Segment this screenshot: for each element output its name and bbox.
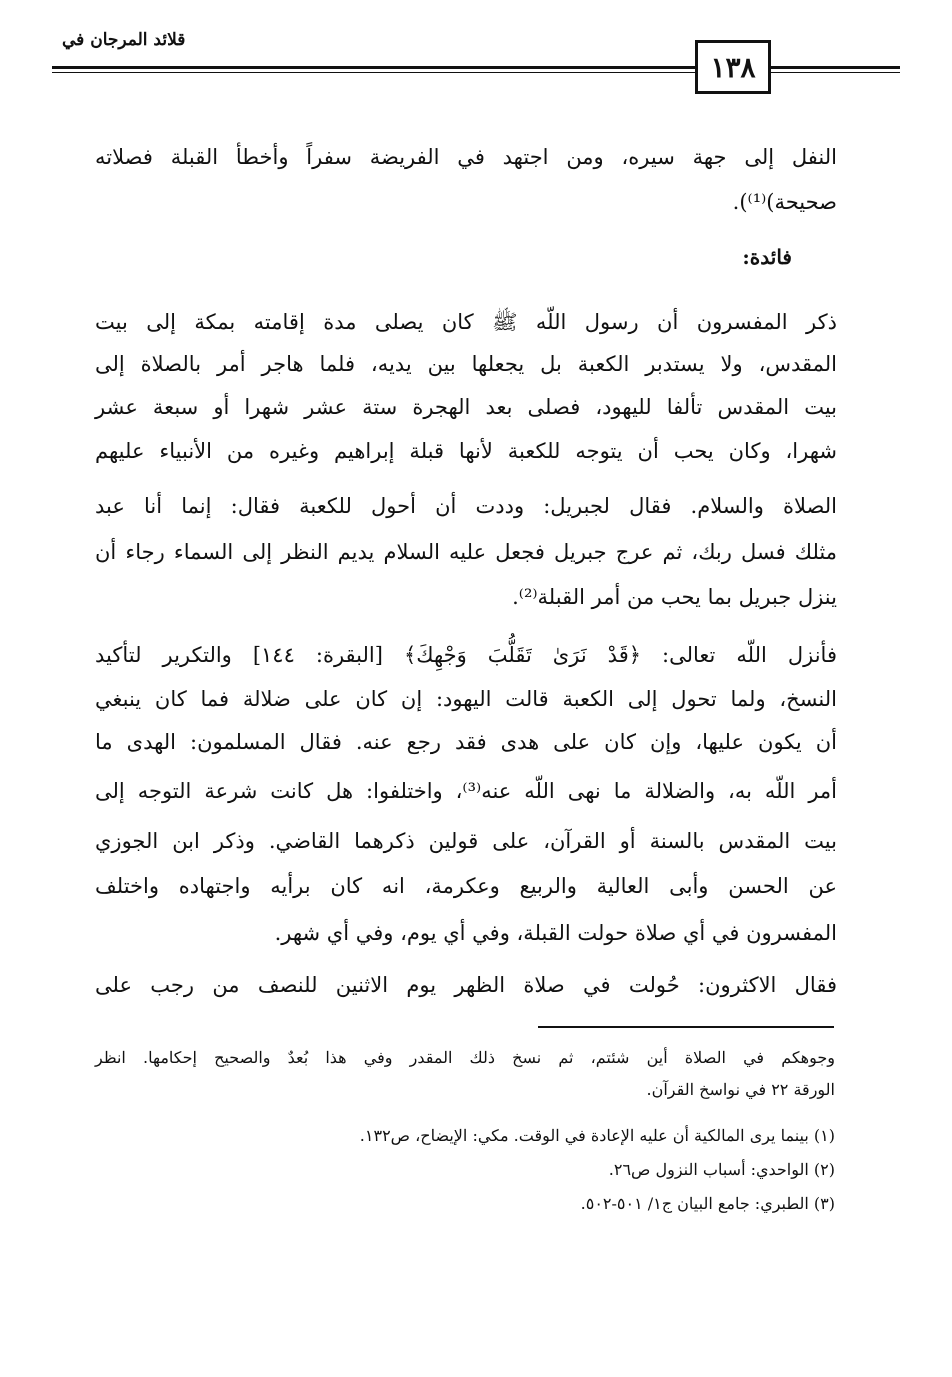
body-line: مثلك فسل ربك، ثم عرج جبريل فجعل عليه السلام يديم النظر إلى السماء رجاء أن [95, 540, 837, 564]
body-line: ذكر المفسرون أن رسول اللّه ﷺ كان يصلى مدة إقامته بمكة إلى بيت [95, 310, 837, 334]
body-line: النسخ، ولما تحول إلى الكعبة قالت اليهود: إن كان على ضلالة فما كان ينبغي [95, 687, 837, 711]
body-line: شهرا، وكان يحب أن يتوجه للكعبة لأنها قبلة إبراهيم وغيره من الأنبياء عليهم [95, 439, 837, 463]
header-rule-thick [52, 66, 900, 69]
header-rule-thin [52, 72, 900, 73]
page-number: ١٣٨ [695, 40, 771, 94]
body-line: صحيحة)⁽¹⁾). [732, 190, 837, 214]
body-line: النفل إلى جهة سيره، ومن اجتهد في الفريضة سفراً وأخطأ القبلة فصلاته [95, 145, 837, 169]
body-line: بيت المقدس تألفا لليهود، فصلى بعد الهجرة ستة عشر شهرا أو سبعة عشر [95, 395, 837, 419]
body-line: فقال الاكثرون: حُولت في صلاة الظهر يوم الاثنين للنصف من رجب على [95, 973, 837, 997]
body-line: أمر اللّه به، والضلالة ما نهى اللّه عنه⁽³⁾، واختلفوا: هل كانت شرعة التوجه إلى [95, 779, 837, 803]
body-line: فأنزل اللّه تعالى: ﴿قَدْ نَرَىٰ تَقَلُّبَ وَجْهِكَ﴾ [البقرة: ١٤٤] والتكرير لتأكيد [95, 643, 837, 667]
footnote-line: الورقة ٢٢ في نواسخ القرآن. [646, 1080, 835, 1099]
footnote-line: وجوهكم في الصلاة أين شئتم، ثم نسخ ذلك المقدر وفي هذا بُعدٌ والصحيح إحكامها. انظر [95, 1048, 835, 1067]
body-line: عن الحسن وأبى العالية والربيع وعكرمة، انه كان برأيه واجتهاده واختلف [95, 874, 837, 898]
running-header-title: قلائد المرجان في [62, 30, 186, 50]
footnote-separator [538, 1026, 834, 1028]
body-line: الصلاة والسلام. فقال لجبريل: وددت أن أحول للكعبة فقال: إنما أنا عبد [95, 494, 837, 518]
footnote-line: (٣) الطبري: جامع البيان ج١/ ٥٠١-٥٠٢. [580, 1194, 835, 1213]
body-line: ينزل جبريل بما يحب من أمر القبلة⁽²⁾. [512, 585, 837, 609]
section-heading: فائدة: [742, 245, 792, 269]
body-line: المقدس، ولا يستدبر الكعبة بل يجعلها بين يديه، فلما هاجر أمر بالصلاة إلى [95, 352, 837, 376]
footnote-line: (١) بينما يرى المالكية أن عليه الإعادة في الوقت. مكي: الإيضاح، ص١٣٢. [359, 1126, 835, 1145]
footnote-line: (٢) الواحدي: أسباب النزول ص٢٦. [608, 1160, 835, 1179]
body-line: المفسرون في أي صلاة حولت القبلة، وفي أي يوم، وفي أي شهر. [274, 921, 837, 945]
body-line: أن يكون عليها، وإن كان على هدى فقد رجع عنه. فقال المسلمون: الهدى ما [95, 730, 837, 754]
body-line: بيت المقدس بالسنة أو القرآن، على قولين ذكرهما القاضي. وذكر ابن الجوزي [95, 829, 837, 853]
